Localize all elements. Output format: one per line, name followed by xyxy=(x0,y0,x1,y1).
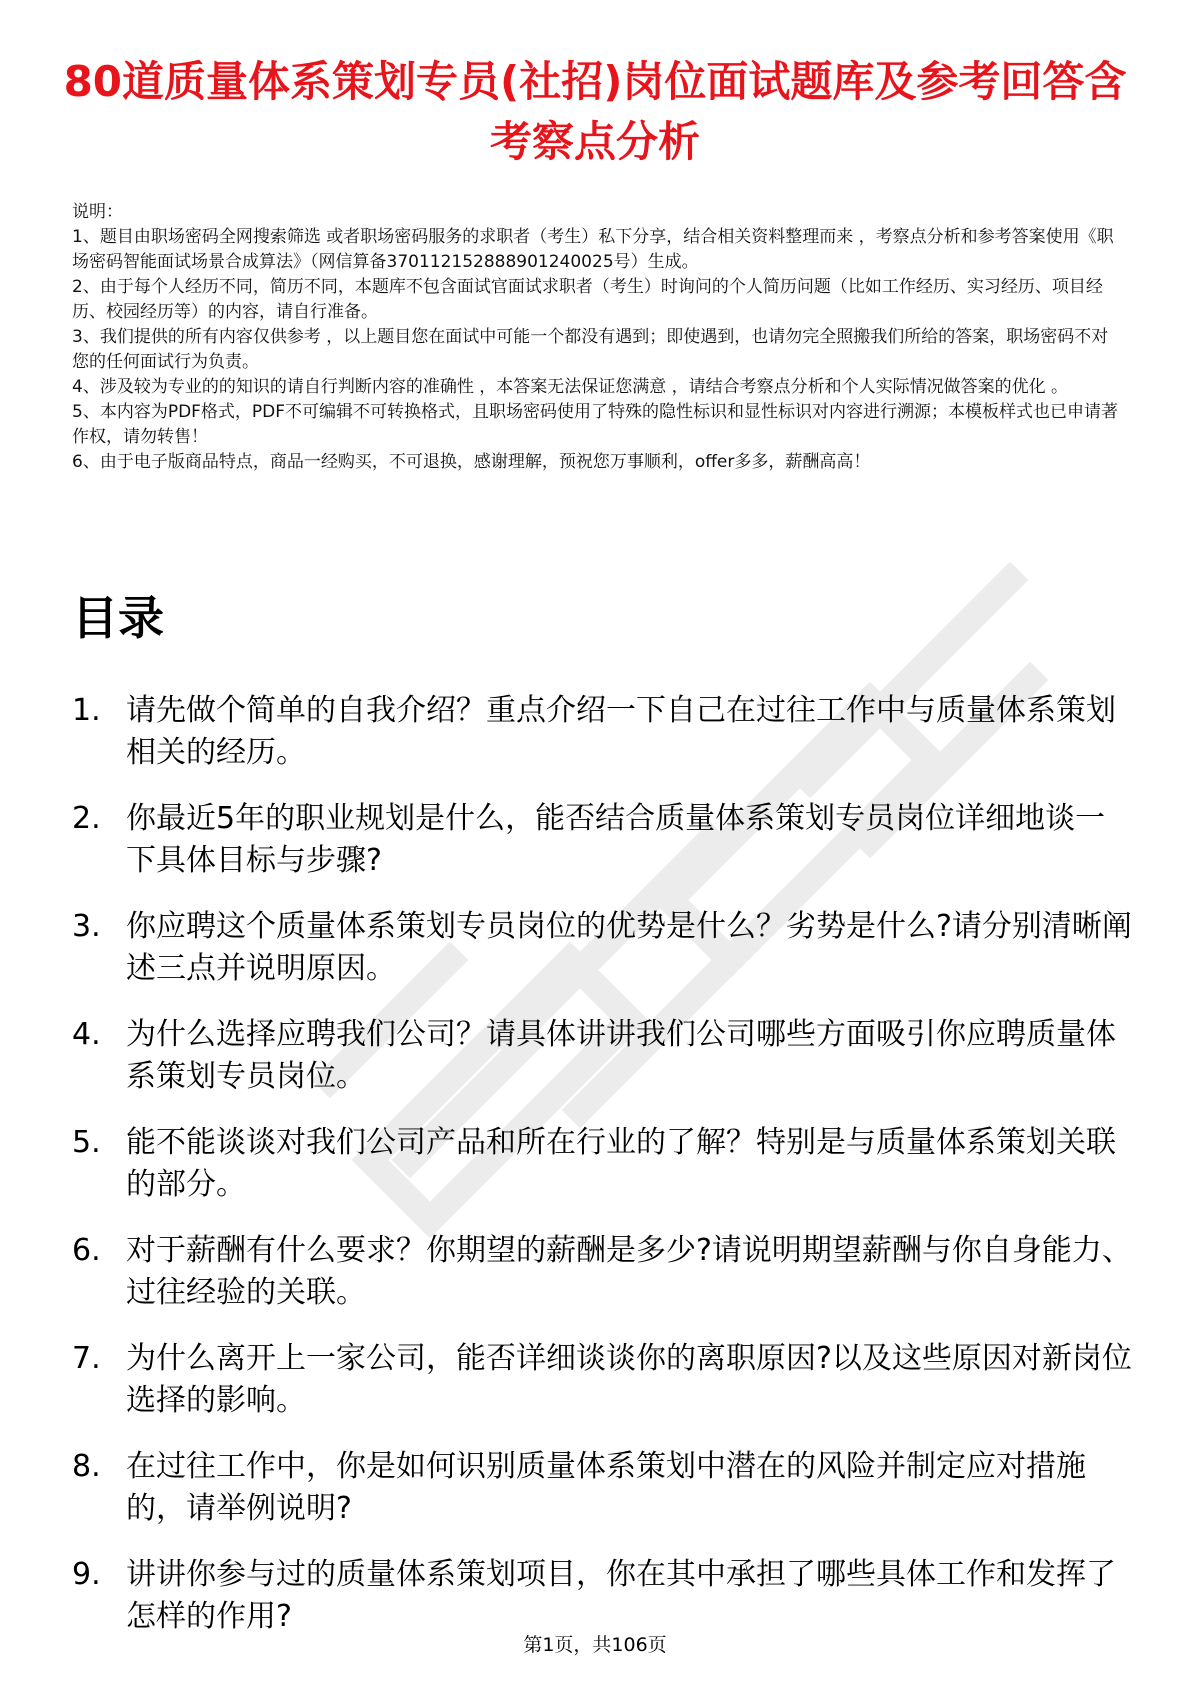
toc-item-number: 8. xyxy=(72,1449,101,1484)
toc-item-text: 讲讲你参与过的质量体系策划项目，你在其中承担了哪些具体工作和发挥了怎样的作用? xyxy=(126,1557,1116,1634)
toc-item[interactable] xyxy=(72,798,1132,882)
page-footer: 第1页，共106页 xyxy=(523,1634,667,1656)
toc-item[interactable] xyxy=(72,1230,1132,1314)
notes-heading: 说明： xyxy=(72,202,123,222)
toc-item-text: 请先做个简单的自我介绍？重点介绍一下自己在过往工作中与质量体系策划相关的经历。 xyxy=(126,693,1116,770)
toc-item-text: 为什么选择应聘我们公司？请具体讲讲我们公司哪些方面吸引你应聘质量体系策划专员岗位。 xyxy=(126,1017,1116,1094)
toc-item-text: 你最近5年的职业规划是什么，能否结合质量体系策划专员岗位详细地谈一下具体目标与步骤? xyxy=(126,801,1106,878)
toc-item-number: 4. xyxy=(72,1017,101,1052)
toc-item[interactable] xyxy=(72,1014,1132,1098)
toc-heading: 目录 xyxy=(72,591,164,645)
toc-item[interactable] xyxy=(72,1446,1132,1530)
note-item: 3、我们提供的所有内容仅供参考 ，以上题目您在面试中可能一个都没有遇到；即使遇到，也请勿完全照搬我们所给的答案，职场密码不对您的任何面试行为负责。 xyxy=(72,327,1109,372)
note-item: 4、涉及较为专业的的知识的请自行判断内容的准确性 ，本答案无法保证您满意 ，请结合考察点分析和个人实际情况做答案的优化 。 xyxy=(72,377,1069,397)
toc-item-text: 你应聘这个质量体系策划专员岗位的优势是什么？劣势是什么?请分别清晰阐述三点并说明原因。 xyxy=(126,909,1132,986)
toc-item-text: 能不能谈谈对我们公司产品和所在行业的了解？特别是与质量体系策划关联的部分。 xyxy=(126,1125,1116,1202)
toc-item-number: 9. xyxy=(72,1557,101,1592)
toc-item[interactable] xyxy=(72,1554,1132,1638)
toc-item-number: 5. xyxy=(72,1125,101,1160)
toc-item[interactable] xyxy=(72,906,1132,990)
toc-item-text: 在过往工作中，你是如何识别质量体系策划中潜在的风险并制定应对措施的，请举例说明? xyxy=(126,1449,1086,1526)
note-item: 1、题目由职场密码全网搜索筛选 或者职场密码服务的求职者（考生）私下分享，结合相关资料整理而来 ，考察点分析和参考答案使用《职场密码智能面试场景合成算法》（网信算备370112152888901240025号）生成。 xyxy=(72,227,1114,272)
toc-item-text: 对于薪酬有什么要求？你期望的薪酬是多少?请说明期望薪酬与你自身能力、过往经验的关联。 xyxy=(126,1233,1132,1310)
toc-item-text: 为什么离开上一家公司，能否详细谈谈你的离职原因?以及这些原因对新岗位选择的影响。 xyxy=(126,1341,1132,1418)
toc-list xyxy=(72,690,1132,1662)
document-title: 80道质量体系策划专员(社招)岗位面试题库及参考回答含考察点分析 xyxy=(63,57,1127,166)
toc-item-number: 1. xyxy=(72,693,101,728)
toc-item[interactable] xyxy=(72,1338,1132,1422)
toc-item-number: 6. xyxy=(72,1233,101,1268)
note-item: 5、本内容为PDF格式，PDF不可编辑不可转换格式，且职场密码使用了特殊的隐性标识和显性标识对内容进行溯源；本模板样式也已申请著作权，请勿转售！ xyxy=(72,402,1119,447)
toc-item[interactable] xyxy=(72,690,1132,774)
notes-section xyxy=(72,200,1122,475)
note-item: 2、由于每个人经历不同，简历不同，本题库不包含面试官面试求职者（考生）时询问的个人简历问题（比如工作经历、实习经历、项目经历、校园经历等）的内容，请自行准备。 xyxy=(72,277,1103,322)
toc-item-number: 3. xyxy=(72,909,101,944)
note-item: 6、由于电子版商品特点，商品一经购买，不可退换，感谢理解，预祝您万事顺利，offer多多，薪酬高高！ xyxy=(72,452,871,472)
toc-item-number: 2. xyxy=(72,801,101,836)
toc-item-number: 7. xyxy=(72,1341,101,1376)
toc-item[interactable] xyxy=(72,1122,1132,1206)
